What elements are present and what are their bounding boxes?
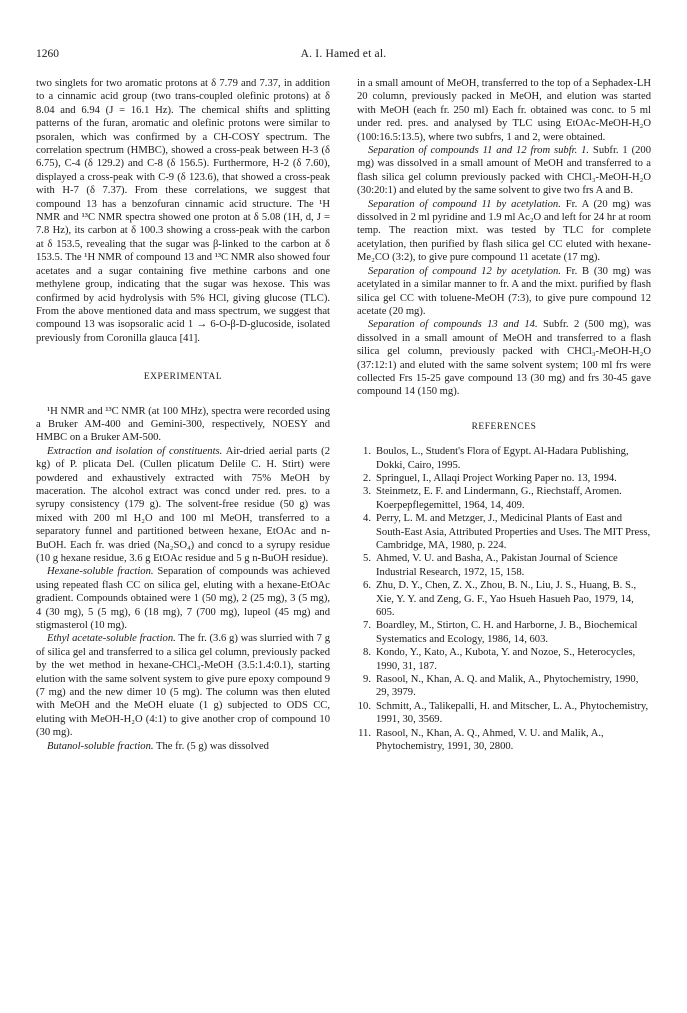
reference-item — [357, 646, 651, 673]
reference-text: Kondo, Y., Kato, A., Kubota, Y. and Nozoe, S., Heterocycles, 1990, 31, 187. — [376, 647, 636, 672]
extraction-paragraph — [36, 445, 330, 566]
right-column — [357, 77, 651, 754]
reference-number: 9. — [363, 674, 371, 686]
butanol-paragraph — [36, 740, 330, 753]
page-number: 1260 — [36, 48, 59, 60]
reference-number: 11. — [358, 727, 371, 739]
reference-text: Schmitt, A., Talikepalli, H. and Mitscher, L. A., Phytochemistry, 1991, 30, 3569. — [376, 700, 649, 726]
separation-12-text: Fr. B (30 mg) was acetylated in a similar manner to fr. A and the mixt. purified by flash silica gel CC with toluene-MeOH (7:3), to give pure compound 12 acetate (20 mg). — [357, 265, 651, 317]
reference-item — [357, 673, 651, 700]
reference-number: 5. — [363, 553, 371, 565]
extraction-title: Extraction and isolation of constituents. — [47, 445, 223, 457]
reference-item — [357, 619, 651, 646]
reference-number: 1. — [363, 446, 371, 458]
reference-text: Boardley, M., Stirton, C. H. and Harborne, J. B., Biochemical Systematics and Ecology, 1986, 14, 603. — [376, 620, 638, 645]
ethyl-acetate-title: Ethyl acetate-soluble fraction. — [47, 633, 176, 645]
nmr-paragraph: ¹H NMR and ¹³C NMR (at 100 MHz), spectra were recorded using a Bruker AM-400 and Gemini-300, respectively, NOESY and HMBC on a Bruker AM-500. — [36, 405, 330, 444]
butanol-text: The fr. (5 g) was dissolved — [153, 740, 269, 752]
separation-12-title: Separation of compound 12 by acetylation. — [368, 265, 561, 277]
separation-12-paragraph — [357, 265, 651, 319]
butanol-continued-paragraph: in a small amount of MeOH, transferred to the top of a Sephadex-LH 20 column, previously packed in MeOH, and elution was started with MeOH (each fr. 250 ml) Each fr. obtained was conc. to 5 ml under red. pres. and analysed by TLC using EtOAc-MeOH-H₂O (100:16.5:13.5), where two subfrs, 1 and 2, were obtained. — [357, 78, 651, 143]
reference-item — [357, 472, 651, 485]
butanol-title: Butanol-soluble fraction. — [47, 740, 154, 752]
reference-number: 8. — [363, 647, 371, 659]
reference-item — [357, 727, 651, 754]
reference-text: Rasool, N., Khan, A. Q. and Malik, A., Phytochemistry, 1990, 29, 3979. — [376, 674, 639, 699]
running-title: A. I. Hamed et al. — [300, 48, 387, 60]
extraction-text: Air-dried aerial parts (2 kg) of P. plicata Del. (Cullen plicatum Delile C. H. Stirt) were powdered and exhaustively extracted with 75% MeOH by maceration. The alcohol extract was concd under red. pres. to a syrupy consistency (179 g). The solvent-free residue (50 g) was mixed with 200 ml H₂O and 100 ml MeOH, transferred to a separatory funnel and partitioned between hexane, EtOAc and n-BuOH. Each fr. was dried (Na₂SO₄) and concd to a syrupy residue (10 g hexane residue, 3.6 g EtOAc residue and 5 g n-BuOH residue). — [36, 445, 330, 564]
separation-11-paragraph — [357, 198, 651, 265]
reference-item — [357, 552, 651, 579]
reference-item — [357, 700, 651, 727]
separation-13-14-title: Separation of compounds 13 and 14. — [368, 319, 538, 331]
results-paragraph: two singlets for two aromatic protons at δ 7.79 and 7.37, in addition to a cinnamic acid group (two trans-coupled olefinic protons) at δ 8.04 and 6.94 (J = 16.1 Hz). The chemical shifts and splitting patterns of the furan, aromatic and olefinic protons were similar to psoralen, which was confirmed by a CH-COSY spectrum. The correlation spectrum (HMBC), showed a cross-peak between H-3 (δ 6.75), C-4 (δ 129.2) and C-8 (δ 156.5). Furthermore, H-2 (δ 7.60), displayed a cross-peak with C-9 (δ 123.6), that showed a cross-peak with H-7 (δ 7.37). From these correlations, we suggest that compound 13 has a benzofuran cinnamic acid structure. The ¹H NMR and ¹³C NMR spectra showed one proton at δ 5.08 (1H, d, J = 7.8 Hz), its carbon at δ 100.3 showing a cross-peak with the carbon at δ 153.5, revealing that the sugar was β-linked to the carbon at δ 153.5. The ¹H NMR of compound 13 and ¹³C NMR also showed four acetates and a sugar containing five methine carbons and one methylene group, indicating that the sugar was hexose. This was confirmed by acid hydrolysis with 5% HCl, giving glucose (TLC). From the above mentioned data and mass spectrum, we suggest that compound 13 was isopsoralic acid 1 → 6-O-β-D-glucoside, isolated previously from Coronilla glauca [41]. — [36, 78, 330, 344]
ethyl-acetate-text: The fr. (3.6 g) was slurried with 7 g of silica gel and transferred to a silica gel column, previously packed by the wet method in hexane-CHCl₃-MeOH (3.5:1.4:0.1), starting elution with the same solvent system to give pure epoxy compound 9 (7 mg) and the new dimer 10 (5 mg). The column was then eluted with MeOH and the MeOH eluate (1 g) subjected to ODS CC, eluting with MeOH-H₂O (4:1) to give another crop of compound 10 (30 mg). — [36, 633, 330, 739]
reference-text: Springuel, I., Allaqi Project Working Paper no. 13, 1994. — [376, 472, 617, 484]
reference-text: Ahmed, V. U. and Basha, A., Pakistan Journal of Science Industrial Research, 1972, 15, 158. — [376, 553, 618, 578]
separation-11-12-paragraph — [357, 144, 651, 198]
references-heading: REFERENCES — [471, 421, 537, 432]
reference-number: 10. — [357, 700, 371, 712]
page-header — [36, 48, 651, 66]
separation-13-14-paragraph — [357, 318, 651, 398]
separation-11-text: Fr. A (20 mg) was dissolved in 2 ml pyridine and 1.9 ml Ac₂O and left for 24 hr at room temp. The reaction mixt. was tested by TLC for complete acetylation, then purified by flash silica gel CC eluted with hexane-Me₂CO (3:2), to give pure compound 11 acetate (17 mg). — [357, 198, 651, 264]
reference-text: Rasool, N., Khan, A. Q., Ahmed, V. U. and Malik, A., Phytochemistry, 1991, 30, 2800. — [376, 727, 604, 753]
hexane-paragraph — [36, 565, 330, 632]
reference-item — [357, 485, 651, 512]
ethyl-acetate-paragraph — [36, 632, 330, 739]
reference-number: 3. — [363, 486, 371, 498]
references-list — [357, 445, 651, 753]
separation-11-title: Separation of compound 11 by acetylation. — [368, 198, 561, 210]
reference-item — [357, 512, 651, 552]
reference-item — [357, 579, 651, 619]
reference-number: 6. — [363, 580, 371, 592]
separation-11-12-title: Separation of compounds 11 and 12 from subfr. 1. — [368, 145, 590, 157]
left-column — [36, 77, 330, 753]
reference-number: 4. — [363, 513, 371, 525]
reference-text: Steinmetz, E. F. and Lindermann, G., Riechstaff, Aromen. Koerpepflegemittel, 1964, 14, 409. — [376, 486, 622, 511]
reference-number: 2. — [363, 472, 371, 484]
reference-item — [357, 445, 651, 472]
separation-13-14-text: Subfr. 2 (500 mg), was dissolved in a small amount of MeOH and transferred to a flash silica gel column, previously packed with CHCl₃-MeOH-H₂O (37:12:1) and eluted with the same solvent system; 100 ml frs were collected Frs 15-25 gave compound 13 (30 mg) and frs 30-45 gave compound 14 (150 mg). — [357, 319, 651, 398]
hexane-title: Hexane-soluble fraction. — [47, 566, 154, 578]
experimental-heading: EXPERIMENTAL — [143, 372, 223, 383]
separation-11-12-text: Subfr. 1 (200 mg) was dissolved in a small amount of MeOH and transferred to a flash silica gel column previously packed with CHCl₃-MeOH-H₂O (30:20:1) and eluted by the same solvent to give two frs A and B. — [357, 145, 651, 197]
reference-number: 7. — [363, 620, 371, 632]
hexane-text: Separation of compounds was achieved using repeated flash CC on silica gel, eluting with a hexane-EtOAc gradient. Compounds obtained were 1 (50 mg), 2 (25 mg), 3 (5 mg), 4 (30 mg), 5 (5 mg), 6 (18 mg), 7 (700 mg), lupeol (45 mg) and stigmasterol (10 mg). — [36, 566, 330, 632]
reference-text: Perry, L. M. and Metzger, J., Medicinal Plants of East and South-East Asia, Attributed Properties and Uses. The MIT Press, Cambridge, MA, 1980, p. 224. — [376, 513, 651, 551]
reference-text: Boulos, L., Student's Flora of Egypt. Al-Hadara Publishing, Dokki, Cairo, 1995. — [376, 446, 629, 471]
reference-text: Zhu, D. Y., Chen, Z. X., Zhou, B. N., Liu, J. S., Huang, B. S., Xie, Y. Y. and Zeng, G. F., Yao Hsueh Hasueh Pao, 1979, 14, 605. — [376, 580, 637, 619]
